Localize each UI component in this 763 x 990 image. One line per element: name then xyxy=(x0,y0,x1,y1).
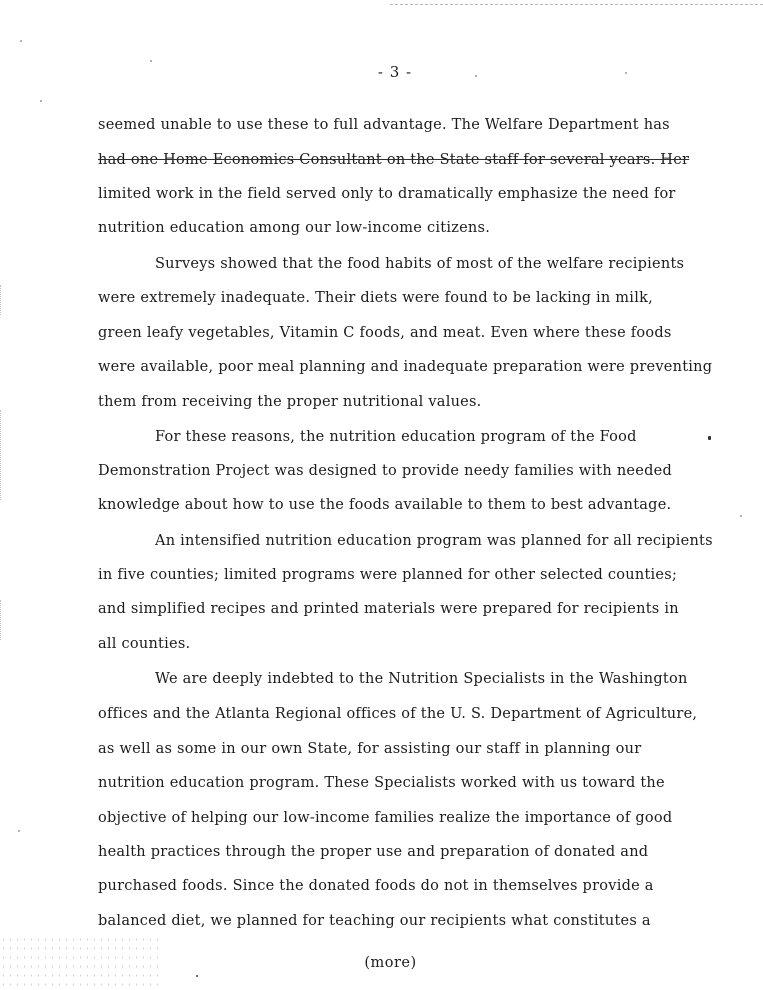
body-line: and simplified recipes and printed materials were prepared for recipients in xyxy=(98,601,679,617)
page-number: - 3 - xyxy=(377,63,413,81)
body-line: were available, poor meal planning and inadequate preparation were preventing xyxy=(98,359,713,375)
scan-speck xyxy=(20,40,22,42)
body-line: were extremely inadequate. Their diets were found to be lacking in milk, xyxy=(98,290,653,306)
body-line: limited work in the field served only to dramatically emphasize the need for xyxy=(98,186,676,202)
body-line: purchased foods. Since the donated foods do not in themselves provide a xyxy=(98,878,654,894)
body-line: green leafy vegetables, Vitamin C foods, and meat. Even where these foods xyxy=(98,325,672,341)
body-line: An intensified nutrition education program was planned for all recipients xyxy=(155,533,713,549)
body-line: as well as some in our own State, for assisting our staff in planning our xyxy=(98,741,642,757)
body-line: Surveys showed that the food habits of most of the welfare recipients xyxy=(155,256,685,272)
margin-artifact xyxy=(0,600,4,640)
scan-speck xyxy=(18,830,20,832)
body-line: balanced diet, we planned for teaching our recipients what constitutes a xyxy=(98,913,651,929)
top-edge-dashes xyxy=(390,4,763,5)
body-line: in five counties; limited programs were planned for other selected counties; xyxy=(98,567,678,583)
scan-speck xyxy=(196,975,198,977)
scan-speck xyxy=(40,100,42,102)
body-line: them from receiving the proper nutritional values. xyxy=(98,394,482,410)
body-line: nutrition education program. These Specialists worked with us toward the xyxy=(98,775,665,791)
body-line: objective of helping our low-income families realize the importance of good xyxy=(98,810,673,826)
scan-speck xyxy=(708,436,711,440)
continuation-marker: (more) xyxy=(364,955,417,971)
body-line: For these reasons, the nutrition education program of the Food xyxy=(155,429,637,445)
body-line: Demonstration Project was designed to provide needy families with needed xyxy=(98,463,672,479)
body-line: health practices through the proper use and preparation of donated and xyxy=(98,844,649,860)
margin-artifact xyxy=(0,410,4,500)
body-line-struck: had one Home Economics Consultant on the State staff for several years. Her xyxy=(98,152,690,168)
body-line: knowledge about how to use the foods available to them to best advantage. xyxy=(98,497,672,513)
body-line: We are deeply indebted to the Nutrition Specialists in the Washington xyxy=(155,671,688,687)
body-line: seemed unable to use these to full advantage. The Welfare Department has xyxy=(98,117,670,133)
body-line: offices and the Atlanta Regional offices of the U. S. Department of Agriculture, xyxy=(98,706,698,722)
body-line: nutrition education among our low-income citizens. xyxy=(98,220,491,236)
scan-speck xyxy=(740,515,742,517)
scan-speck xyxy=(150,60,152,62)
margin-artifact xyxy=(0,285,4,315)
body-line: all counties. xyxy=(98,636,191,652)
